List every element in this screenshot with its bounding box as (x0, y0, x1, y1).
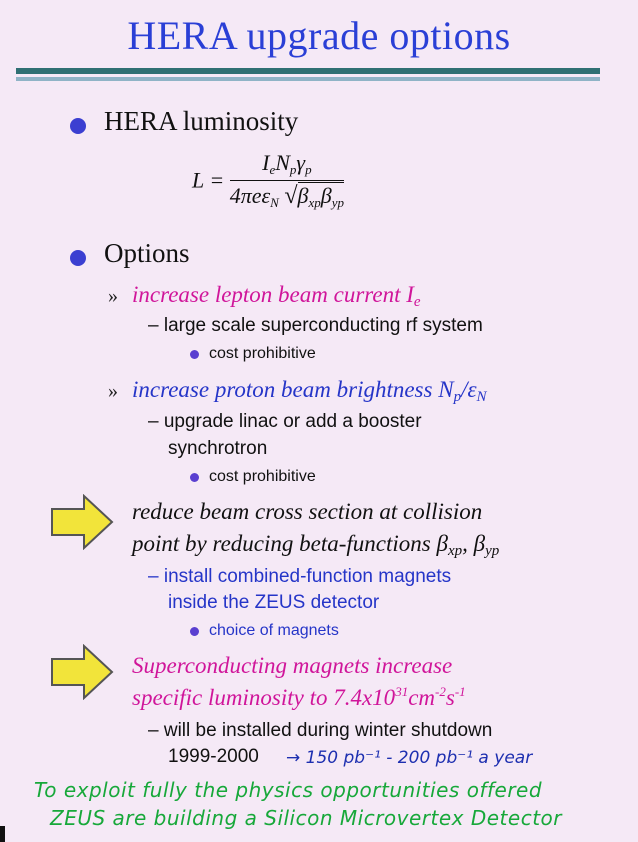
subbullet-dot-icon (190, 350, 199, 359)
bullet-dot-icon (70, 250, 86, 266)
option-4-dash-line1: – will be installed during winter shutdown (148, 720, 493, 741)
handwritten-blue-note: → 150 pb⁻¹ - 200 pb⁻¹ a year (286, 748, 533, 768)
yellow-arrow-icon (50, 644, 114, 700)
option-4-line2: specific luminosity to $7.4x10^{31}cm^{-2}s^{-1}$ (132, 684, 466, 710)
option-1-subbullet: cost prohibitive (190, 345, 316, 363)
subbullet-dot-icon (190, 627, 199, 636)
option-4-dash-line2: 1999-2000 (168, 746, 259, 767)
option-2-text: increase proton beam brightness $N_p/\varepsilon_N$ (132, 377, 487, 405)
option-2-subbullet: cost prohibitive (190, 468, 316, 486)
raquo-marker: » (108, 285, 118, 307)
formula-lhs: L = (192, 167, 225, 193)
luminosity-formula (192, 150, 344, 211)
option-item-2 (108, 377, 487, 406)
formula-numerator: $I_eN_p\gamma_p$ (230, 150, 344, 181)
option-3-subbullet: choice of magnets (190, 622, 339, 640)
subbullet-dot-icon (190, 473, 199, 482)
title-rule-dark (16, 68, 600, 74)
title-rule-light (16, 77, 600, 81)
luminosity-heading-row (70, 106, 298, 137)
option-2-dash-line2: synchrotron (168, 438, 268, 459)
raquo-marker: » (108, 380, 118, 402)
option-2-dash-line1: – upgrade linac or add a booster (148, 411, 422, 432)
option-1-text: increase lepton beam current $I_e$ (132, 282, 421, 310)
option-3-line1: reduce beam cross section at collision (132, 499, 483, 524)
sqrt-radicand: $\beta_{xp}\beta_{yp}$ (297, 183, 344, 210)
handwritten-green-line2: ZEUS are building a Silicon Microvertex Detector (50, 806, 562, 830)
formula-fraction (230, 150, 344, 211)
option-item-1 (108, 282, 421, 311)
option-4-line1: Superconducting magnets increase (132, 653, 453, 678)
option-3-line2: point by reducing beta-functions $\beta_{xp}$, $\beta_{yp}$ (132, 531, 500, 559)
option-1-dash: – large scale superconducting rf system (148, 315, 483, 336)
handwritten-green-line1: To exploit fully the physics opportunities offered (34, 778, 543, 802)
option-3-dash-line2: inside the ZEUS detector (168, 592, 380, 613)
slide-title: HERA upgrade options (127, 13, 511, 58)
formula-denominator: 4πeε$_N$ $√\beta_{xp}\beta_{yp}$ (229, 183, 344, 210)
options-heading: Options (104, 238, 190, 268)
luminosity-heading: HERA luminosity (104, 106, 299, 136)
scan-edge-mark (0, 826, 5, 842)
option-3-dash-line1: – install combined-function magnets (148, 566, 452, 587)
sqrt-icon: √ (284, 183, 298, 209)
yellow-arrow-icon (50, 494, 114, 550)
options-heading-row (70, 238, 190, 269)
bullet-dot-icon (70, 118, 86, 134)
